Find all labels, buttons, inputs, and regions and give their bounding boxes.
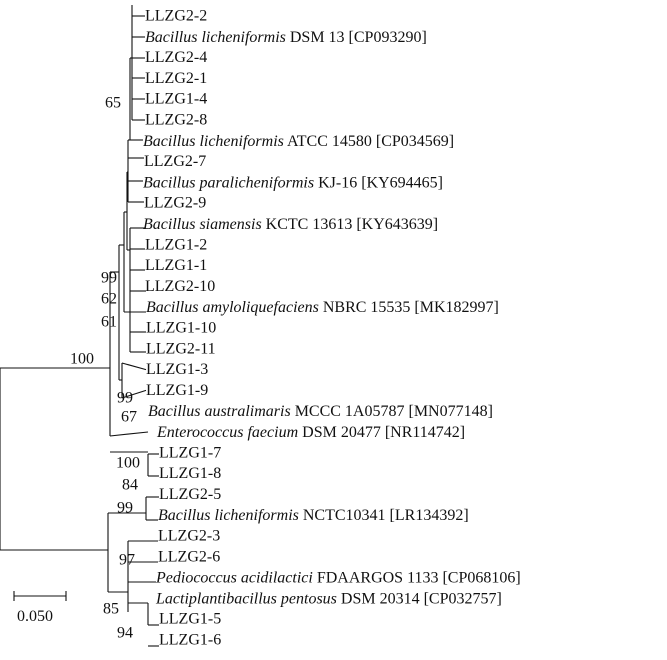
taxon-label-t11	[143, 216, 438, 233]
taxon-strain-accession: DSM 20314 [CP032757]	[336, 589, 502, 607]
taxon-label-t28	[155, 569, 521, 586]
scale-bar	[14, 591, 66, 625]
taxon-label-t4: LLZG2-1	[145, 69, 208, 87]
bootstrap-value: 99	[117, 389, 133, 407]
bootstrap-value: 100	[116, 454, 140, 472]
taxon-species-name: Bacillus siamensis	[143, 215, 262, 233]
taxon-species-name: Bacillus australimaris	[148, 402, 291, 420]
taxon-strain-accession: DSM 20477 [NR114742]	[298, 423, 466, 441]
bootstrap-value: 62	[101, 290, 117, 308]
bootstrap-value: 67	[121, 408, 137, 426]
taxon-label-t21	[156, 424, 465, 441]
taxon-strain-accession: NBRC 15535 [MK182997]	[318, 298, 499, 316]
taxon-label-t8: LLZG2-7	[144, 153, 207, 171]
taxon-label-t3: LLZG2-4	[145, 49, 208, 67]
taxon-strain-accession: FDAARGOS 1133 [CP068106]	[312, 569, 521, 587]
tree-branches	[0, 5, 159, 646]
taxon-species-name: Bacillus paralicheniformis	[143, 173, 315, 191]
bootstrap-value: 99	[117, 499, 133, 517]
taxon-label-t26: LLZG2-3	[158, 527, 221, 545]
taxon-label-t15	[146, 299, 499, 316]
bootstrap-value: 85	[103, 600, 119, 618]
taxon-species-name: Bacillus licheniformis	[145, 28, 286, 46]
taxon-label-t14: LLZG2-10	[145, 277, 216, 295]
bootstrap-value: 94	[117, 624, 133, 642]
bootstrap-value: 99	[101, 269, 117, 287]
taxon-label-t17: LLZG2-11	[146, 340, 216, 358]
bootstrap-value: 65	[105, 94, 121, 112]
taxon-label-t31: LLZG1-6	[159, 631, 222, 649]
taxon-label-t5: LLZG1-4	[145, 90, 208, 108]
taxon-label-t2	[145, 28, 427, 45]
taxon-label-t20	[148, 403, 493, 420]
taxon-species-name: Pediococcus acidilactici	[156, 569, 313, 587]
taxon-label-t27: LLZG2-6	[158, 548, 221, 566]
taxon-label-t24: LLZG2-5	[159, 485, 222, 503]
bootstrap-value: 97	[119, 551, 135, 569]
taxon-strain-accession: KJ-16 [KY694465]	[314, 173, 443, 191]
taxon-label-t6: LLZG2-8	[145, 111, 208, 129]
taxon-label-t30: LLZG1-5	[159, 610, 222, 628]
branch-4	[110, 432, 148, 436]
taxon-species-name: Enterococcus faecium	[157, 423, 299, 441]
taxon-label-t10: LLZG2-9	[144, 194, 207, 212]
taxon-label-t1: LLZG2-2	[145, 7, 208, 25]
taxon-species-name: Bacillus amyloliquefaciens	[146, 298, 319, 316]
bootstrap-value: 100	[70, 350, 94, 368]
taxon-label-t16: LLZG1-10	[146, 319, 217, 337]
taxon-species-name: Bacillus licheniformis	[143, 132, 284, 150]
taxon-label-t13: LLZG1-1	[145, 257, 208, 275]
taxon-species-name: Lactiplantibacillus pentosus	[156, 589, 337, 607]
bootstrap-value: 84	[122, 476, 138, 494]
bootstrap-value: 61	[101, 313, 117, 331]
taxon-label-t19: LLZG1-9	[146, 381, 209, 399]
taxon-labels	[143, 8, 521, 649]
taxon-label-t9	[143, 174, 443, 191]
taxon-label-t22: LLZG1-7	[159, 444, 222, 462]
taxon-strain-accession: MCCC 1A05787 [MN077148]	[290, 402, 493, 420]
branch-9	[122, 363, 146, 370]
taxon-label-t7	[143, 132, 454, 149]
taxon-strain-accession: KCTC 13613 [KY643639]	[261, 215, 439, 233]
taxon-label-t18: LLZG1-3	[146, 361, 209, 379]
taxon-strain-accession: NCTC10341 [LR134392]	[298, 506, 469, 524]
taxon-label-t23: LLZG1-8	[159, 465, 222, 483]
taxon-strain-accession: DSM 13 [CP093290]	[285, 28, 427, 46]
scale-bar-label: 0.050	[17, 608, 53, 625]
taxon-species-name: Bacillus licheniformis	[158, 506, 299, 524]
taxon-label-t25	[158, 507, 469, 524]
taxon-label-t12: LLZG1-2	[145, 236, 208, 254]
taxon-strain-accession: ATCC 14580 [CP034569]	[283, 132, 455, 150]
taxon-label-t29	[155, 590, 502, 607]
